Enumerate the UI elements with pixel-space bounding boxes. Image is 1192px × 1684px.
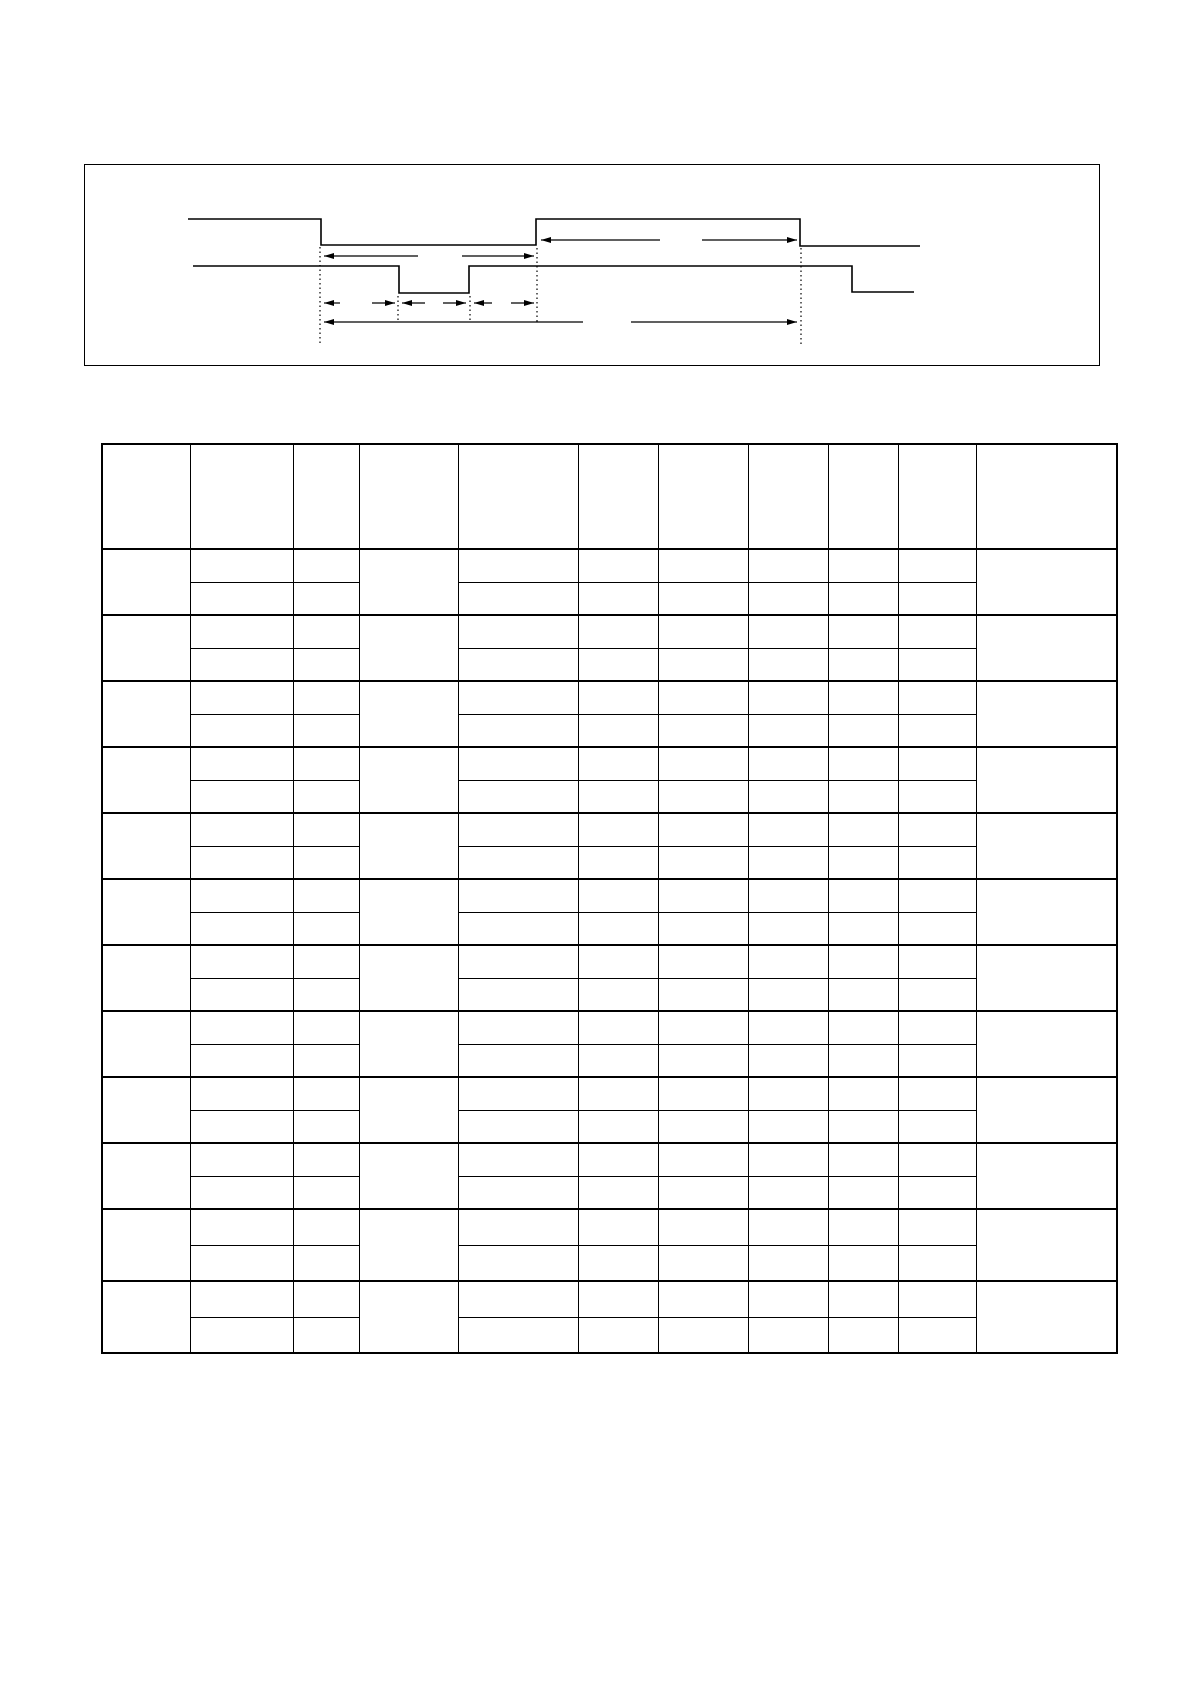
- table-row: [102, 1077, 1117, 1110]
- table-cell: [578, 1011, 658, 1044]
- group-label-cell: [102, 813, 190, 879]
- table-cell: [293, 1245, 359, 1281]
- table-cell: [458, 846, 578, 879]
- table-row: [102, 1143, 1117, 1176]
- table-row: [102, 1245, 1117, 1281]
- table-cell: [828, 1077, 898, 1110]
- group-label-cell: [102, 1011, 190, 1077]
- table-cell: [293, 1077, 359, 1110]
- table-cell: [293, 945, 359, 978]
- table-cell: [658, 615, 748, 648]
- table-cell: [458, 747, 578, 780]
- table-cell: [898, 1245, 976, 1281]
- table-cell: [458, 1209, 578, 1245]
- table-cell: [190, 1044, 293, 1077]
- table-row: [102, 1110, 1117, 1143]
- table-cell: [658, 582, 748, 615]
- table-row: [102, 681, 1117, 714]
- group-merged-cell: [359, 813, 458, 879]
- table-cell: [748, 714, 828, 747]
- table-cell: [458, 912, 578, 945]
- table-row: [102, 747, 1117, 780]
- table-cell: [748, 1176, 828, 1209]
- table-cell: [190, 582, 293, 615]
- table-cell: [828, 615, 898, 648]
- table-cell: [828, 714, 898, 747]
- table-row: [102, 1317, 1117, 1353]
- table-cell: [578, 912, 658, 945]
- group-label-cell: [102, 1281, 190, 1353]
- table-cell: [828, 1281, 898, 1317]
- table-cell: [748, 780, 828, 813]
- table-cell: [658, 1143, 748, 1176]
- table-cell: [458, 978, 578, 1011]
- table-cell: [748, 1281, 828, 1317]
- group-label-cell: [102, 945, 190, 1011]
- table-cell: [898, 846, 976, 879]
- table-cell: [898, 549, 976, 582]
- table-cell: [578, 1143, 658, 1176]
- table-cell: [190, 615, 293, 648]
- table-row: [102, 1209, 1117, 1245]
- table-cell: [190, 747, 293, 780]
- table-cell: [293, 846, 359, 879]
- table-cell: [293, 1110, 359, 1143]
- table-cell: [578, 615, 658, 648]
- table-cell: [578, 945, 658, 978]
- table-cell: [828, 1245, 898, 1281]
- group-merged-cell: [359, 549, 458, 615]
- table-cell: [578, 747, 658, 780]
- table-cell: [293, 1209, 359, 1245]
- table-cell: [748, 1317, 828, 1353]
- table-row: [102, 1044, 1117, 1077]
- table-cell: [578, 1317, 658, 1353]
- table-row: [102, 912, 1117, 945]
- table-cell: [658, 747, 748, 780]
- table-cell: [898, 615, 976, 648]
- table-row: [102, 813, 1117, 846]
- table-cell: [658, 1209, 748, 1245]
- table-cell: [828, 1143, 898, 1176]
- group-note-cell: [976, 1281, 1117, 1353]
- table-row: [102, 978, 1117, 1011]
- table-cell: [898, 1281, 976, 1317]
- table-cell: [898, 1176, 976, 1209]
- table-cell: [190, 1143, 293, 1176]
- group-merged-cell: [359, 681, 458, 747]
- table-cell: [748, 582, 828, 615]
- group-merged-cell: [359, 1011, 458, 1077]
- table-cell: [748, 747, 828, 780]
- group-note-cell: [976, 813, 1117, 879]
- table-cell: [190, 912, 293, 945]
- table-cell: [748, 813, 828, 846]
- table-cell: [293, 1281, 359, 1317]
- table-cell: [293, 648, 359, 681]
- table-row: [102, 615, 1117, 648]
- table-cell: [748, 1044, 828, 1077]
- table-cell: [578, 582, 658, 615]
- table-row: [102, 945, 1117, 978]
- table-cell: [748, 879, 828, 912]
- table-cell: [748, 1077, 828, 1110]
- table-cell: [658, 879, 748, 912]
- header-cell: [578, 444, 658, 549]
- table-cell: [828, 912, 898, 945]
- table-cell: [898, 1143, 976, 1176]
- table-cell: [898, 945, 976, 978]
- table-cell: [828, 1044, 898, 1077]
- table-row: [102, 549, 1117, 582]
- group-note-cell: [976, 879, 1117, 945]
- group-merged-cell: [359, 1077, 458, 1143]
- table-cell: [898, 1011, 976, 1044]
- table-cell: [748, 1110, 828, 1143]
- table-cell: [190, 780, 293, 813]
- table-cell: [293, 1011, 359, 1044]
- table-cell: [458, 1281, 578, 1317]
- table-cell: [458, 1176, 578, 1209]
- table-cell: [898, 714, 976, 747]
- table-cell: [190, 846, 293, 879]
- table-cell: [748, 846, 828, 879]
- header-cell: [828, 444, 898, 549]
- table-cell: [828, 1176, 898, 1209]
- table-row: [102, 714, 1117, 747]
- timing-spec-table: [101, 443, 1118, 1354]
- table-cell: [898, 780, 976, 813]
- table-cell: [748, 648, 828, 681]
- table-cell: [658, 978, 748, 1011]
- header-cell: [976, 444, 1117, 549]
- table-cell: [190, 549, 293, 582]
- table-cell: [748, 945, 828, 978]
- table-cell: [748, 1011, 828, 1044]
- table-cell: [898, 1209, 976, 1245]
- table-cell: [658, 846, 748, 879]
- table-cell: [190, 1077, 293, 1110]
- table-cell: [828, 879, 898, 912]
- table-cell: [658, 1044, 748, 1077]
- table-cell: [190, 978, 293, 1011]
- table-cell: [828, 780, 898, 813]
- table-cell: [658, 549, 748, 582]
- table-cell: [658, 1110, 748, 1143]
- table-cell: [293, 615, 359, 648]
- table-cell: [828, 846, 898, 879]
- table-cell: [898, 582, 976, 615]
- table-cell: [458, 648, 578, 681]
- table-cell: [293, 912, 359, 945]
- group-merged-cell: [359, 1143, 458, 1209]
- table-cell: [293, 714, 359, 747]
- table-cell: [658, 945, 748, 978]
- table-cell: [293, 582, 359, 615]
- table-row: [102, 1281, 1117, 1317]
- table-cell: [293, 879, 359, 912]
- table-cell: [458, 714, 578, 747]
- table-cell: [293, 978, 359, 1011]
- table-cell: [578, 846, 658, 879]
- group-note-cell: [976, 1143, 1117, 1209]
- group-merged-cell: [359, 1209, 458, 1281]
- table-cell: [190, 879, 293, 912]
- table-cell: [828, 747, 898, 780]
- table-cell: [658, 780, 748, 813]
- table-header-row: [102, 444, 1117, 549]
- table-cell: [458, 681, 578, 714]
- table-cell: [898, 1317, 976, 1353]
- table-cell: [578, 879, 658, 912]
- table-cell: [898, 1077, 976, 1110]
- table-cell: [658, 912, 748, 945]
- table-cell: [458, 582, 578, 615]
- table-cell: [748, 912, 828, 945]
- table-cell: [898, 813, 976, 846]
- table-cell: [458, 615, 578, 648]
- group-label-cell: [102, 615, 190, 681]
- table-row: [102, 780, 1117, 813]
- table-cell: [658, 1281, 748, 1317]
- table-cell: [658, 681, 748, 714]
- table-cell: [190, 648, 293, 681]
- group-label-cell: [102, 1143, 190, 1209]
- table-cell: [748, 549, 828, 582]
- table-cell: [293, 681, 359, 714]
- table-cell: [828, 813, 898, 846]
- header-cell: [102, 444, 190, 549]
- table-cell: [458, 1011, 578, 1044]
- group-note-cell: [976, 615, 1117, 681]
- table-cell: [748, 681, 828, 714]
- group-merged-cell: [359, 879, 458, 945]
- group-label-cell: [102, 1209, 190, 1281]
- table-cell: [293, 813, 359, 846]
- table-cell: [898, 1044, 976, 1077]
- table-cell: [748, 1245, 828, 1281]
- table-cell: [828, 945, 898, 978]
- table-cell: [458, 1245, 578, 1281]
- table-cell: [458, 1110, 578, 1143]
- table-cell: [578, 1176, 658, 1209]
- group-note-cell: [976, 681, 1117, 747]
- table-cell: [293, 1044, 359, 1077]
- group-note-cell: [976, 1209, 1117, 1281]
- table-cell: [658, 813, 748, 846]
- table-cell: [578, 714, 658, 747]
- header-cell: [748, 444, 828, 549]
- group-note-cell: [976, 1077, 1117, 1143]
- table-cell: [578, 780, 658, 813]
- table-cell: [458, 813, 578, 846]
- table-cell: [293, 549, 359, 582]
- table-cell: [828, 1209, 898, 1245]
- table-cell: [578, 681, 658, 714]
- table-cell: [578, 1245, 658, 1281]
- group-merged-cell: [359, 945, 458, 1011]
- table-cell: [748, 1209, 828, 1245]
- table-cell: [190, 1281, 293, 1317]
- table-cell: [658, 1077, 748, 1110]
- header-cell: [658, 444, 748, 549]
- group-label-cell: [102, 747, 190, 813]
- table-cell: [658, 1245, 748, 1281]
- table-cell: [898, 681, 976, 714]
- group-label-cell: [102, 1077, 190, 1143]
- table-cell: [458, 879, 578, 912]
- table-row: [102, 846, 1117, 879]
- header-cell: [898, 444, 976, 549]
- table-cell: [578, 1110, 658, 1143]
- table-cell: [190, 1176, 293, 1209]
- table-cell: [828, 1317, 898, 1353]
- header-cell: [359, 444, 458, 549]
- table-cell: [293, 780, 359, 813]
- table-cell: [293, 1317, 359, 1353]
- group-note-cell: [976, 549, 1117, 615]
- table-cell: [748, 615, 828, 648]
- table-cell: [190, 813, 293, 846]
- table-cell: [898, 912, 976, 945]
- table-cell: [458, 780, 578, 813]
- table-cell: [898, 648, 976, 681]
- header-cell: [458, 444, 578, 549]
- group-note-cell: [976, 1011, 1117, 1077]
- table-cell: [898, 879, 976, 912]
- table-row: [102, 1011, 1117, 1044]
- table-cell: [658, 1011, 748, 1044]
- table-cell: [190, 1110, 293, 1143]
- table-cell: [190, 945, 293, 978]
- table-cell: [828, 648, 898, 681]
- table-cell: [293, 1176, 359, 1209]
- group-label-cell: [102, 879, 190, 945]
- table-cell: [458, 1077, 578, 1110]
- timing-diagram-frame: [84, 164, 1100, 366]
- table-cell: [578, 648, 658, 681]
- table-row: [102, 879, 1117, 912]
- group-label-cell: [102, 549, 190, 615]
- table-cell: [458, 945, 578, 978]
- table-cell: [898, 1110, 976, 1143]
- table-cell: [828, 978, 898, 1011]
- table-cell: [458, 1044, 578, 1077]
- group-note-cell: [976, 945, 1117, 1011]
- table-cell: [293, 1143, 359, 1176]
- group-note-cell: [976, 747, 1117, 813]
- group-label-cell: [102, 681, 190, 747]
- table-cell: [748, 1143, 828, 1176]
- table-cell: [190, 1245, 293, 1281]
- table-cell: [578, 549, 658, 582]
- header-cell: [190, 444, 293, 549]
- table-cell: [578, 1044, 658, 1077]
- table-cell: [898, 747, 976, 780]
- table-cell: [458, 1143, 578, 1176]
- table-cell: [578, 813, 658, 846]
- table-cell: [898, 978, 976, 1011]
- table-cell: [828, 1110, 898, 1143]
- table-cell: [658, 1176, 748, 1209]
- table-cell: [578, 1077, 658, 1110]
- table-cell: [828, 549, 898, 582]
- table-cell: [828, 681, 898, 714]
- table-cell: [190, 681, 293, 714]
- table-row: [102, 582, 1117, 615]
- table-cell: [658, 1317, 748, 1353]
- table-cell: [458, 549, 578, 582]
- table-cell: [828, 1011, 898, 1044]
- table-cell: [293, 747, 359, 780]
- group-merged-cell: [359, 747, 458, 813]
- table-cell: [828, 582, 898, 615]
- table-cell: [458, 1317, 578, 1353]
- table-row: [102, 1176, 1117, 1209]
- table-cell: [190, 1011, 293, 1044]
- table-cell: [190, 714, 293, 747]
- group-merged-cell: [359, 1281, 458, 1353]
- table-cell: [658, 714, 748, 747]
- table-cell: [748, 978, 828, 1011]
- table-cell: [578, 1209, 658, 1245]
- table-cell: [190, 1209, 293, 1245]
- table-cell: [578, 1281, 658, 1317]
- table-row: [102, 648, 1117, 681]
- group-merged-cell: [359, 615, 458, 681]
- header-cell: [293, 444, 359, 549]
- table-cell: [658, 648, 748, 681]
- table-cell: [578, 978, 658, 1011]
- table-cell: [190, 1317, 293, 1353]
